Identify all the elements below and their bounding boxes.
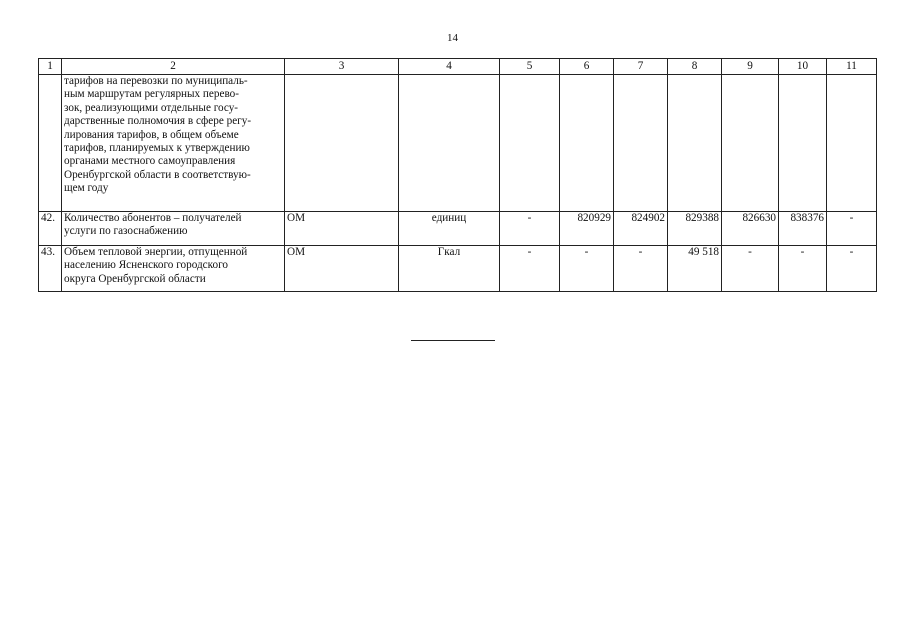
empty-cell <box>827 75 877 212</box>
empty-cell <box>500 75 560 212</box>
name-line: Оренбургской области в соответствую- <box>64 168 251 181</box>
empty-cell <box>560 75 614 212</box>
value-cell-8: 829388 <box>668 212 722 246</box>
name-line: населению Ясненского городского <box>64 259 228 272</box>
empty-cell <box>668 75 722 212</box>
source-cell: ОМ <box>285 246 399 292</box>
table-row-43 <box>39 246 877 292</box>
source-cell: ОМ <box>285 212 399 246</box>
header-cell-5: 5 <box>500 59 560 75</box>
name-line: ным маршрутам регулярных перево- <box>64 88 239 101</box>
value-cell-10: 838376 <box>779 212 827 246</box>
empty-cell <box>614 75 668 212</box>
row-number-cell: 42. <box>39 212 62 246</box>
table-row-42 <box>39 212 877 246</box>
value-cell-9: 826630 <box>722 212 779 246</box>
name-line: Количество абонентов – получателей <box>64 212 242 224</box>
value-cell-5: - <box>500 246 560 292</box>
empty-cell <box>722 75 779 212</box>
unit-cell: Гкал <box>399 246 500 292</box>
empty-cell <box>399 75 500 212</box>
header-cell-9: 9 <box>722 59 779 75</box>
value-cell-8: 49 518 <box>668 246 722 292</box>
data-table <box>38 58 877 292</box>
page-number: 14 <box>447 32 458 44</box>
name-line: органами местного самоуправления <box>64 155 236 168</box>
header-cell-10: 10 <box>779 59 827 75</box>
row-number-cell <box>39 75 62 212</box>
indicator-name-cell <box>62 246 285 292</box>
name-line: услуги по газоснабжению <box>64 225 188 238</box>
indicator-name-cell <box>62 75 285 212</box>
value-cell-9: - <box>722 246 779 292</box>
value-cell-7: 824902 <box>614 212 668 246</box>
name-line: лирования тарифов, в общем объеме <box>64 128 239 141</box>
name-line: дарственные полномочия в сфере регу- <box>64 115 252 128</box>
header-cell-2: 2 <box>62 59 285 75</box>
value-cell-6: - <box>560 246 614 292</box>
value-cell-11: - <box>827 246 877 292</box>
header-cell-3: 3 <box>285 59 399 75</box>
name-line: зок, реализующими отдельные госу- <box>64 101 239 114</box>
value-cell-10: - <box>779 246 827 292</box>
name-line: щем году <box>64 182 109 195</box>
value-cell-6: 820929 <box>560 212 614 246</box>
name-line: округа Оренбургской области <box>64 272 206 285</box>
header-cell-7: 7 <box>614 59 668 75</box>
name-line: тарифов, планируемых к утверждению <box>64 142 250 155</box>
table-row-continuation <box>39 75 877 212</box>
empty-cell <box>285 75 399 212</box>
header-cell-11: 11 <box>827 59 877 75</box>
unit-cell: единиц <box>399 212 500 246</box>
header-cell-4: 4 <box>399 59 500 75</box>
indicator-name-cell <box>62 212 285 246</box>
footer-divider <box>411 340 495 341</box>
value-cell-5: - <box>500 212 560 246</box>
header-cell-8: 8 <box>668 59 722 75</box>
value-cell-11: - <box>827 212 877 246</box>
name-line: тарифов на перевозки по муниципаль- <box>64 75 248 87</box>
header-cell-6: 6 <box>560 59 614 75</box>
empty-cell <box>779 75 827 212</box>
row-number-cell: 43. <box>39 246 62 292</box>
header-row <box>39 59 877 75</box>
name-line: Объем тепловой энергии, отпущенной <box>64 246 248 258</box>
value-cell-7: - <box>614 246 668 292</box>
header-cell-1: 1 <box>39 59 62 75</box>
